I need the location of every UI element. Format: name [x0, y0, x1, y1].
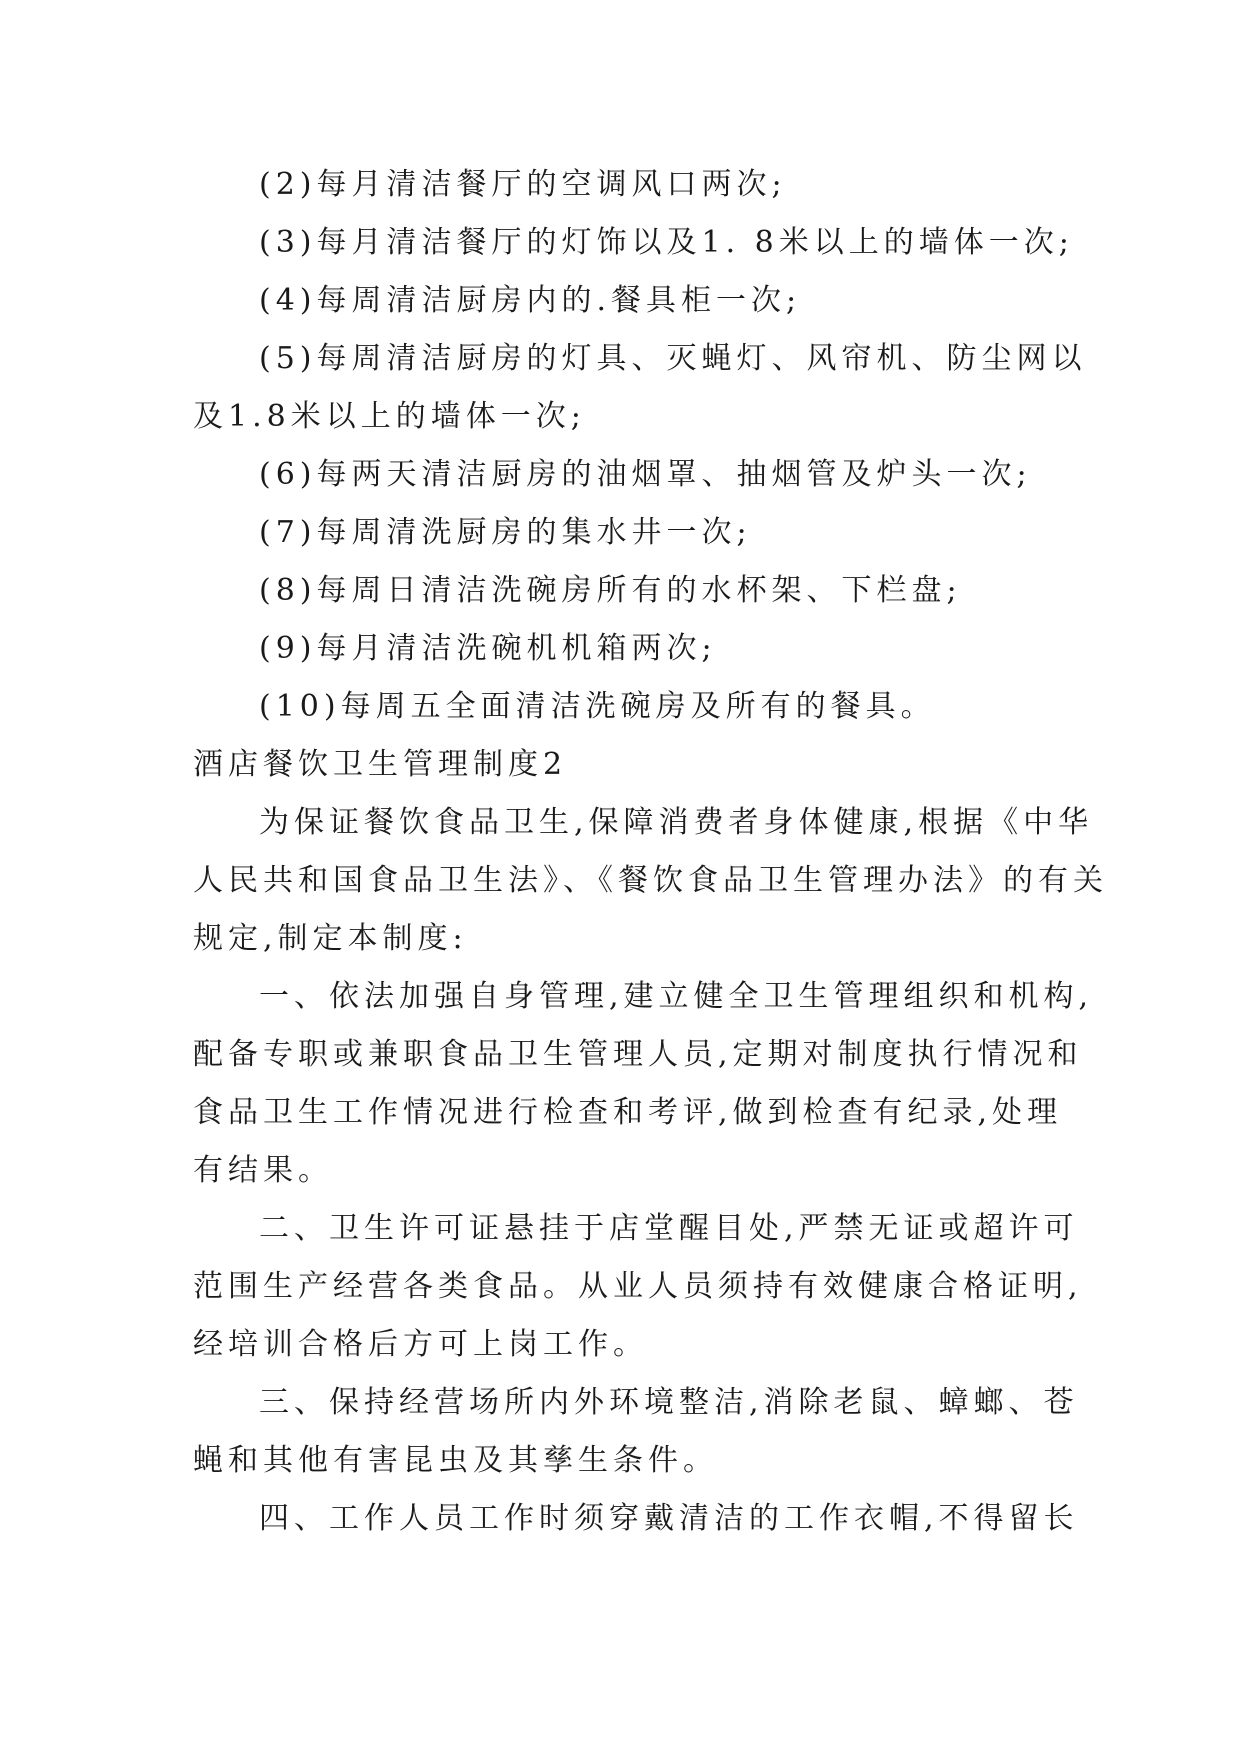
text-line: 一、依法加强自身管理,建立健全卫生管理组织和机构, — [259, 979, 1094, 1014]
text-line: 食品卫生工作情况进行检查和考评,做到检查有纪录,处理 — [193, 1095, 1063, 1130]
text-line: 范围生产经营各类食品。从业人员须持有效健康合格证明, — [193, 1269, 1083, 1304]
text-line: 蝇和其他有害昆虫及其孳生条件。 — [193, 1443, 718, 1478]
section-heading: 酒店餐饮卫生管理制度2 — [193, 747, 568, 782]
text-line: 配备专职或兼职食品卫生管理人员,定期对制度执行情况和 — [193, 1037, 1083, 1072]
text-line: 经培训合格后方可上岗工作。 — [193, 1327, 648, 1362]
text-line: (2)每月清洁餐厅的空调风口两次; — [259, 167, 787, 202]
text-line: 四、工作人员工作时须穿戴清洁的工作衣帽,不得留长 — [259, 1501, 1079, 1536]
text-line: (7)每周清洗厨房的集水井一次; — [259, 515, 752, 550]
text-line: 及1.8米以上的墙体一次; — [193, 399, 586, 434]
text-line: 三、保持经营场所内外环境整洁,消除老鼠、蟑螂、苍 — [259, 1385, 1079, 1420]
text-line: 二、卫生许可证悬挂于店堂醒目处,严禁无证或超许可 — [259, 1211, 1079, 1246]
text-line: 人民共和国食品卫生法》、《餐饮食品卫生管理办法》的有关 — [193, 863, 1108, 898]
text-line: (10)每周五全面清洁洗碗房及所有的餐具。 — [259, 689, 936, 724]
text-line: (9)每月清洁洗碗机机箱两次; — [259, 631, 717, 666]
text-line: (3)每月清洁餐厅的灯饰以及1. 8米以上的墙体一次; — [259, 225, 1074, 260]
document-body — [193, 156, 1108, 1548]
text-line: 有结果。 — [193, 1153, 333, 1188]
text-line: (6)每两天清洁厨房的油烟罩、抽烟管及炉头一次; — [259, 457, 1032, 492]
text-line: (4)每周清洁厨房内的.餐具柜一次; — [259, 283, 802, 318]
text-line: (5)每周清洁厨房的灯具、灭蝇灯、风帘机、防尘网以 — [259, 341, 1087, 376]
text-line: (8)每周日清洁洗碗房所有的水杯架、下栏盘; — [259, 573, 962, 608]
text-line: 为保证餐饮食品卫生,保障消费者身体健康,根据《中华 — [259, 805, 1094, 840]
text-line: 规定,制定本制度: — [193, 921, 468, 956]
